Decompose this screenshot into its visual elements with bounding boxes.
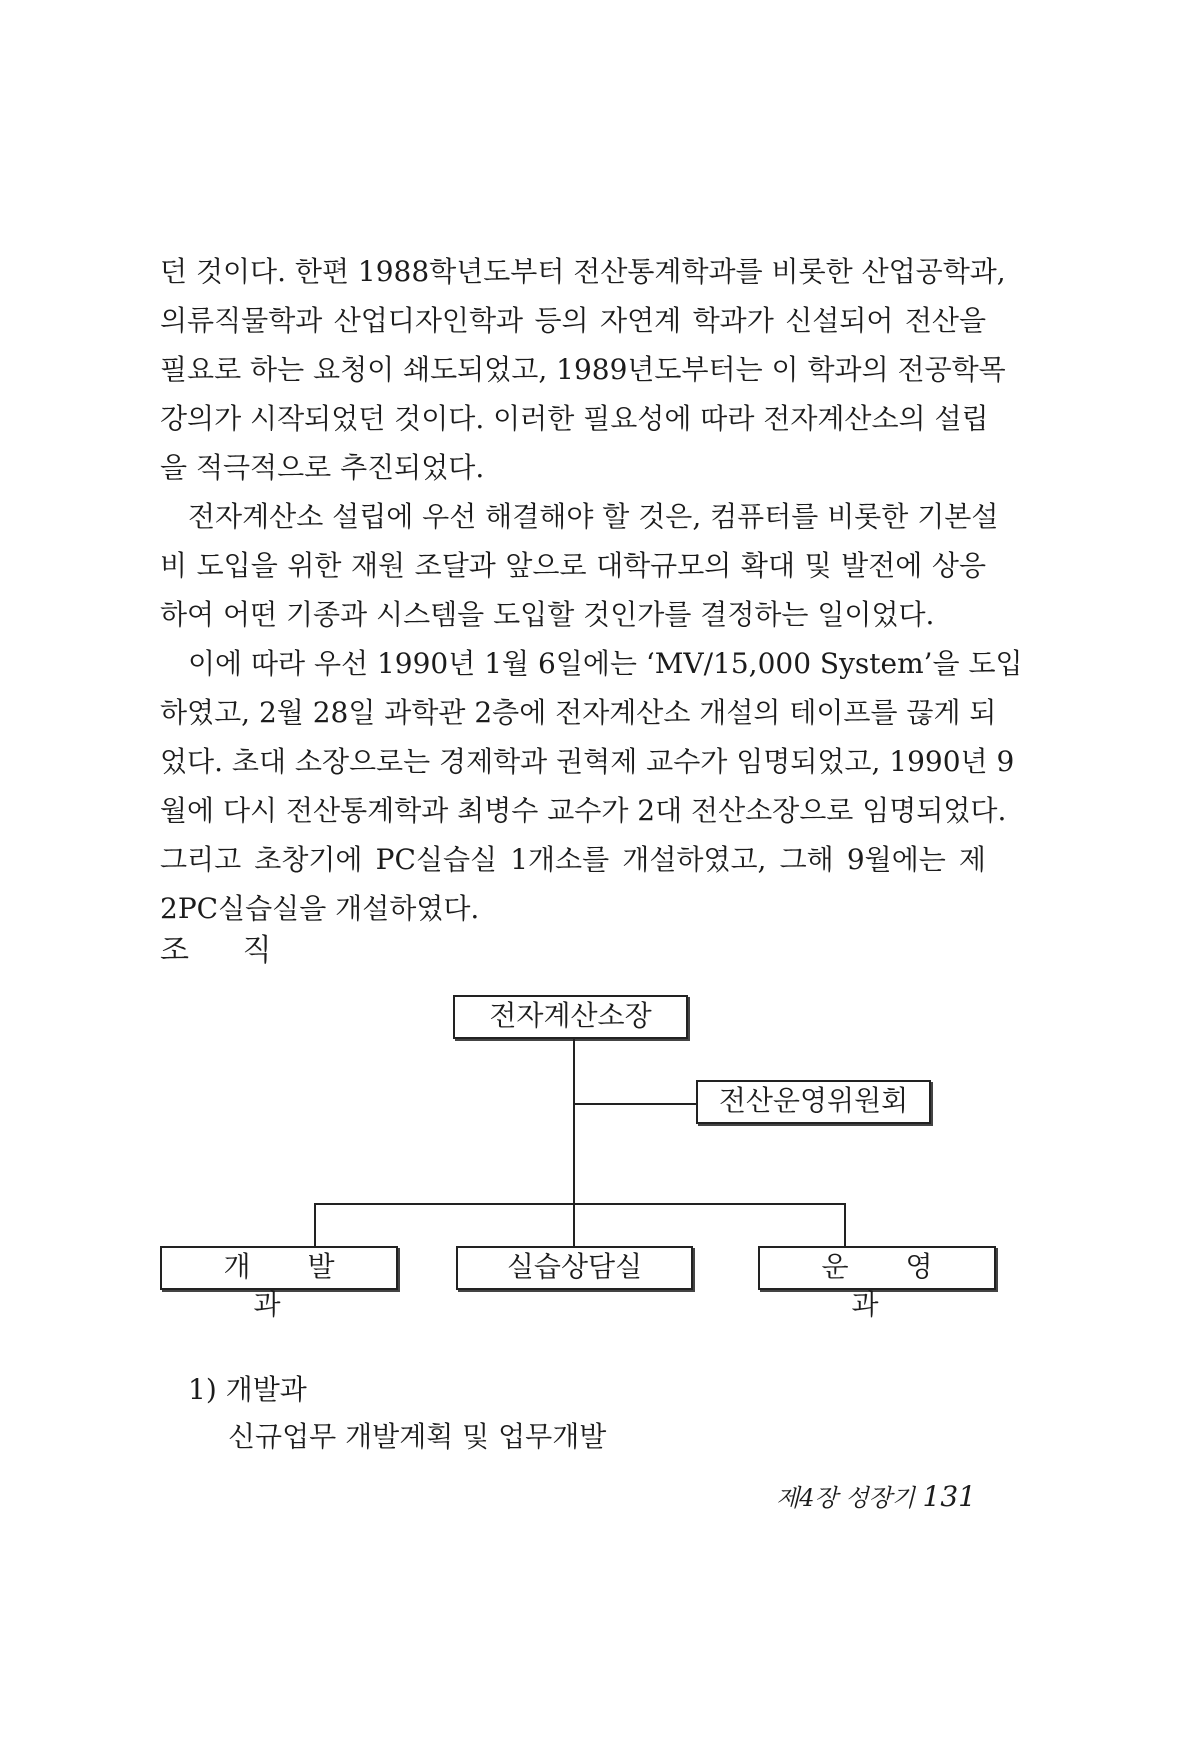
body-line: 2PC실습실을 개설하였다. [160, 892, 480, 925]
body-line: 었다. 초대 소장으로는 경제학과 권혁제 교수가 임명되었고, 1990년 9 [160, 745, 1015, 778]
body-line: 하여 어떤 기종과 시스템을 도입할 것인가를 결정하는 일이었다. [160, 598, 935, 631]
subsection-name: 개발과 [225, 1373, 307, 1406]
body-line: 필요로 하는 요청이 쇄도되었고, 1989년도부터는 이 학과의 전공학목 [160, 353, 1006, 386]
org-dept-box-operations: 운 영 과 [758, 1246, 996, 1290]
body-line: 던 것이다. 한편 1988학년도부터 전산통계학과를 비롯한 산업공학과, [160, 255, 1006, 288]
body-line: 비 도입을 위한 재원 조달과 앞으로 대학규모의 확대 및 발전에 상응 [160, 549, 986, 582]
connector-right-drop [844, 1203, 846, 1247]
page-footer [776, 1478, 976, 1513]
org-dept-box-lab: 실습상담실 [456, 1246, 693, 1290]
section-heading: 조 직 [160, 933, 294, 968]
body-line: 하였고, 2월 28일 과학관 2층에 전자계산소 개설의 테이프를 끊게 되 [160, 696, 997, 729]
subsection-title [188, 1370, 307, 1410]
page-number: 131 [922, 1480, 976, 1513]
subsection-number: 1) [188, 1373, 217, 1406]
connector-left-drop [314, 1203, 316, 1247]
body-line: 이에 따라 우선 1990년 1월 6일에는 ‘MV/15,000 System’을 도입 [188, 647, 1023, 680]
body-line: 강의가 시작되었던 것이다. 이러한 필요성에 따라 전자계산소의 설립 [160, 402, 989, 435]
connector-vertical-main [573, 1039, 575, 1204]
footer-chapter: 제4장 성장기 [776, 1484, 915, 1512]
org-head-box: 전자계산소장 [453, 995, 688, 1039]
connector-center-drop [573, 1203, 575, 1247]
body-line: 전자계산소 설립에 우선 해결해야 할 것은, 컴퓨터를 비롯한 기본설 [188, 500, 999, 533]
body-line: 그리고 초창기에 PC실습실 1개소를 개설하였고, 그해 9월에는 제 [160, 843, 986, 876]
subsection-description: 신규업무 개발계획 및 업무개발 [228, 1420, 607, 1453]
connector-horizontal-branch [314, 1203, 846, 1205]
body-line: 을 적극적으로 추진되었다. [160, 451, 485, 484]
body-line: 월에 다시 전산통계학과 최병수 교수가 2대 전산소장으로 임명되었다. [160, 794, 1007, 827]
connector-committee [573, 1103, 697, 1105]
org-dept-box-development: 개 발 과 [160, 1246, 398, 1290]
org-committee-box: 전산운영위원회 [696, 1080, 931, 1124]
body-line: 의류직물학과 산업디자인학과 등의 자연계 학과가 신설되어 전산을 [160, 304, 986, 337]
